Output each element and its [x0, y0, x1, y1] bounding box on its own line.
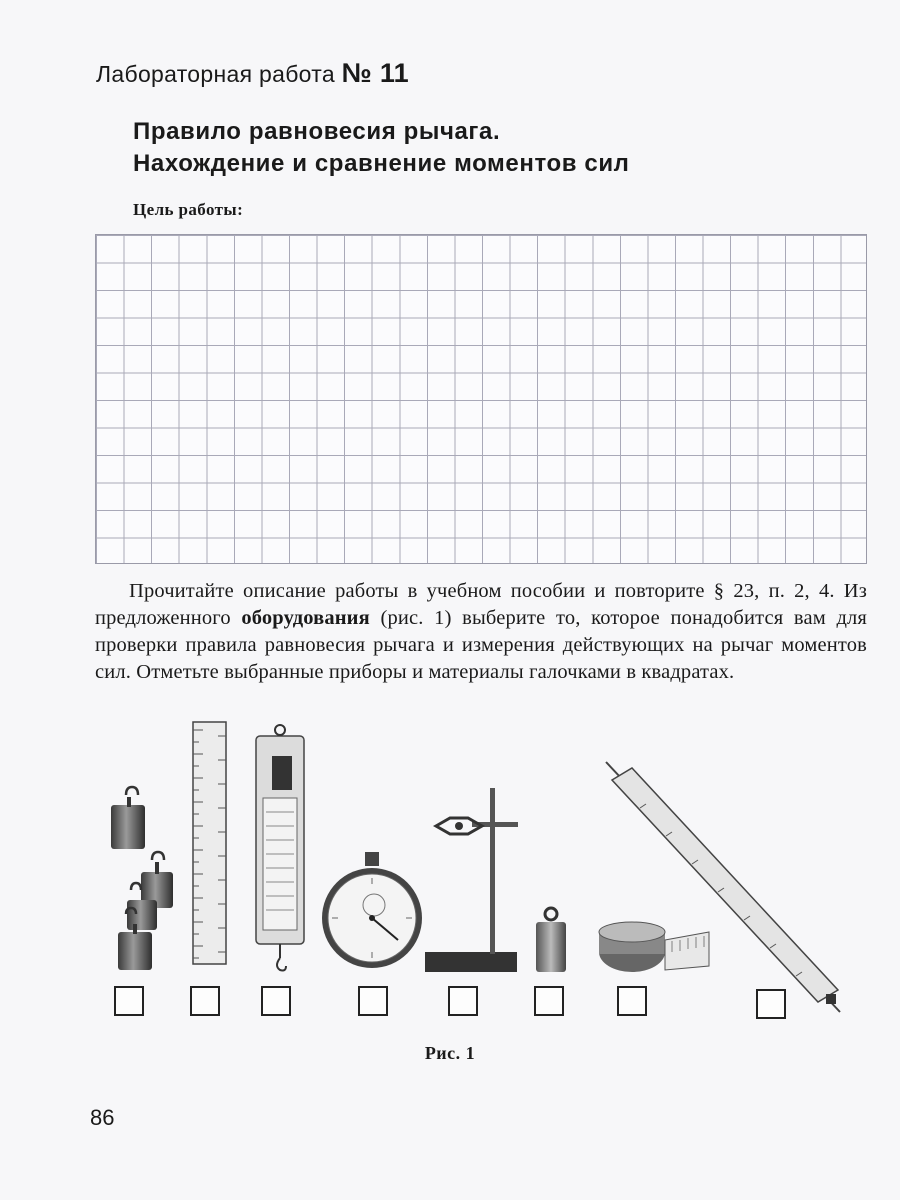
- topic-title: [133, 116, 630, 180]
- checkbox-cylinder[interactable]: [534, 986, 564, 1016]
- topic-line-1: Правило равновесия рычага.: [133, 118, 501, 145]
- instructions-part-1: Прочитайте описание работы в учебном пособии и повторите § 23, п. 2, 4. Из предложенного: [95, 580, 867, 629]
- lab-title: [96, 58, 409, 89]
- checkbox-ruler[interactable]: [190, 986, 220, 1016]
- equipment-figure: [0, 700, 900, 1020]
- goal-answer-grid[interactable]: [95, 234, 867, 564]
- instructions-bold-equipment: оборудования: [241, 607, 370, 629]
- goal-label: Цель работы:: [133, 200, 244, 219]
- page-number: 86: [90, 1105, 115, 1130]
- checkbox-dynamometer[interactable]: [261, 986, 291, 1016]
- checkbox-stand[interactable]: [448, 986, 478, 1016]
- dynamometer-icon: [256, 725, 304, 971]
- weights-icon: [111, 787, 173, 970]
- checkbox-stopwatch[interactable]: [358, 986, 388, 1016]
- lab-number: № 11: [341, 58, 409, 88]
- ruler-icon: [193, 722, 226, 964]
- checkbox-lever[interactable]: [756, 989, 786, 1019]
- lever-icon: [606, 762, 840, 1012]
- lab-label: Лабораторная работа: [96, 61, 335, 87]
- figure-caption: Рис. 1: [424, 1043, 476, 1063]
- instructions-part-2: (рис. 1) выберите то, которое понадобится вам для проверки правила равновесия рычага и измерения действующих на рычаг моментов сил. Отметьте выбранные приборы и материалы галочками в квадратах.: [95, 607, 868, 683]
- instructions-paragraph: [95, 578, 867, 686]
- checkbox-tape[interactable]: [617, 986, 647, 1016]
- cylinder-icon: [536, 908, 566, 972]
- topic-line-2: Нахождение и сравнение моментов сил: [133, 150, 630, 177]
- checkbox-weights[interactable]: [114, 986, 144, 1016]
- stopwatch-icon: [322, 852, 422, 968]
- tape-icon: [599, 922, 709, 972]
- stand-icon: [425, 788, 518, 972]
